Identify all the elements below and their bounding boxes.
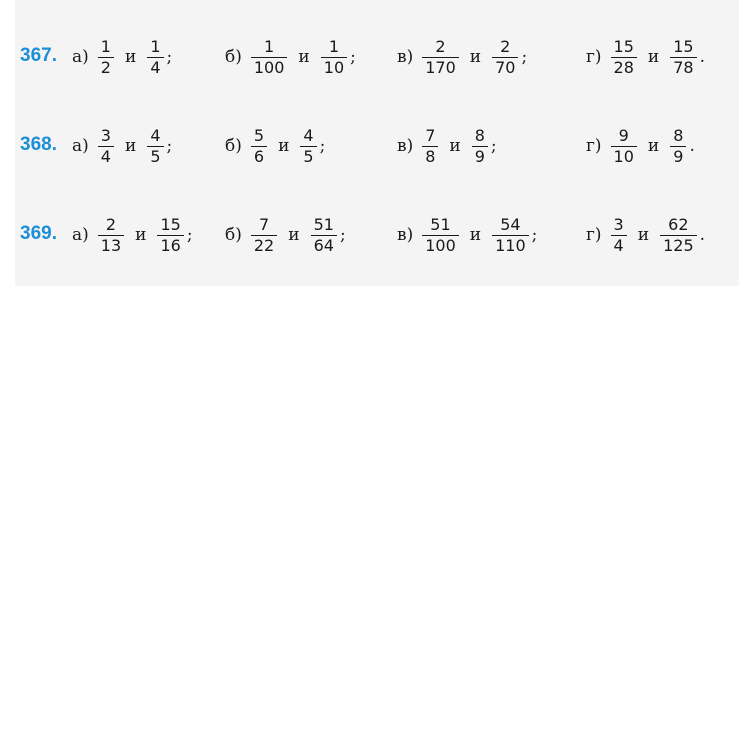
denominator: 4 — [100, 146, 111, 166]
denominator: 9 — [474, 146, 485, 166]
fraction — [611, 126, 637, 167]
denominator: 9 — [673, 146, 684, 166]
denominator: 70 — [495, 57, 516, 77]
denominator: 28 — [613, 57, 634, 77]
conjunction: и — [135, 225, 147, 245]
sub-item — [397, 121, 497, 171]
conjunction: и — [449, 136, 461, 156]
sub-item-label: а) — [72, 136, 89, 156]
fraction — [670, 37, 696, 78]
conjunction: и — [124, 47, 137, 67]
numerator: 5 — [253, 125, 265, 145]
numerator: 3 — [613, 214, 624, 234]
conjunction: и — [469, 225, 482, 245]
fraction — [422, 126, 438, 167]
numerator: 15 — [613, 36, 634, 56]
fraction — [492, 37, 518, 78]
conjunction: и — [124, 136, 137, 156]
punctuation: ; — [319, 136, 326, 156]
sub-item-label: а) — [72, 225, 89, 245]
denominator: 13 — [100, 235, 122, 255]
conjunction: и — [647, 136, 660, 156]
sub-item-label: г) — [586, 47, 602, 67]
sub-item — [225, 210, 346, 260]
punctuation: . — [699, 47, 706, 67]
sub-item-label: б) — [225, 225, 242, 245]
numerator: 2 — [500, 36, 511, 56]
sub-item-label: г) — [586, 225, 602, 245]
conjunction: и — [298, 47, 310, 67]
sub-item — [586, 210, 705, 260]
numerator: 62 — [668, 214, 689, 234]
numerator: 1 — [150, 36, 161, 56]
fraction — [300, 126, 316, 167]
punctuation: ; — [166, 136, 173, 156]
fraction — [251, 126, 267, 167]
problem-0 — [20, 32, 735, 92]
denominator: 110 — [495, 235, 526, 255]
fraction — [251, 215, 277, 256]
conjunction: и — [647, 47, 660, 67]
denominator: 5 — [150, 146, 161, 166]
conjunction: и — [469, 47, 482, 67]
numerator: 15 — [673, 36, 694, 56]
denominator: 10 — [323, 57, 345, 77]
sub-item — [225, 121, 325, 171]
punctuation: ; — [339, 225, 346, 245]
fraction — [670, 126, 686, 167]
denominator: 10 — [613, 146, 634, 166]
denominator: 100 — [253, 57, 285, 77]
denominator: 8 — [425, 146, 436, 166]
denominator: 6 — [253, 146, 265, 166]
fraction — [251, 37, 288, 78]
punctuation: ; — [350, 47, 356, 67]
punctuation: . — [699, 225, 706, 245]
sub-item — [586, 121, 695, 171]
punctuation: ; — [531, 225, 538, 245]
denominator: 22 — [253, 235, 275, 255]
sub-item-label: в) — [397, 225, 414, 245]
fraction — [611, 215, 627, 256]
denominator: 64 — [313, 235, 334, 255]
fraction — [98, 215, 124, 256]
denominator: 125 — [663, 235, 694, 255]
sub-item — [397, 32, 527, 82]
fraction — [157, 215, 183, 256]
numerator: 54 — [500, 214, 521, 234]
fraction — [660, 215, 697, 256]
numerator: 8 — [673, 125, 684, 145]
sub-item — [72, 32, 172, 82]
sub-item — [225, 32, 356, 82]
fraction — [422, 215, 459, 256]
numerator: 1 — [100, 36, 111, 56]
denominator: 2 — [100, 57, 111, 77]
numerator: 7 — [258, 214, 270, 234]
punctuation: ; — [186, 225, 193, 245]
punctuation: ; — [166, 47, 173, 67]
numerator: 7 — [425, 125, 436, 145]
problem-number: 369. — [20, 223, 57, 244]
punctuation: . — [689, 136, 695, 156]
fraction — [492, 215, 529, 256]
numerator: 4 — [150, 125, 161, 145]
numerator: 3 — [100, 125, 111, 145]
numerator: 2 — [435, 36, 446, 56]
problem-2 — [20, 210, 735, 270]
sub-item-label: а) — [72, 47, 89, 67]
numerator: 51 — [313, 214, 334, 234]
sub-item — [397, 210, 537, 260]
numerator: 15 — [160, 214, 181, 234]
problem-number: 368. — [20, 134, 57, 155]
fraction — [422, 37, 459, 78]
fraction — [147, 37, 163, 78]
denominator: 170 — [425, 57, 456, 77]
sub-item — [72, 210, 193, 260]
sub-item — [72, 121, 172, 171]
fraction — [611, 37, 637, 78]
numerator: 2 — [105, 214, 117, 234]
fraction — [472, 126, 488, 167]
fraction — [147, 126, 163, 167]
problem-1 — [20, 121, 735, 181]
denominator: 100 — [425, 235, 456, 255]
denominator: 4 — [613, 235, 624, 255]
numerator: 51 — [430, 214, 451, 234]
fraction — [321, 37, 347, 78]
numerator: 8 — [474, 125, 485, 145]
sub-item — [586, 32, 705, 82]
conjunction: и — [288, 225, 300, 245]
fraction — [311, 215, 337, 256]
sub-item-label: в) — [397, 47, 414, 67]
sub-item-label: б) — [225, 136, 242, 156]
numerator: 1 — [328, 36, 340, 56]
sub-item-label: в) — [397, 136, 414, 156]
conjunction: и — [637, 225, 650, 245]
denominator: 4 — [150, 57, 161, 77]
denominator: 78 — [673, 57, 694, 77]
denominator: 16 — [160, 235, 181, 255]
problem-number: 367. — [20, 45, 57, 66]
punctuation: ; — [521, 47, 528, 67]
fraction — [98, 126, 114, 167]
numerator: 1 — [264, 36, 275, 56]
sub-item-label: г) — [586, 136, 602, 156]
punctuation: ; — [490, 136, 497, 156]
fraction — [98, 37, 114, 78]
conjunction: и — [278, 136, 290, 156]
numerator: 4 — [303, 125, 314, 145]
numerator: 9 — [618, 125, 629, 145]
sub-item-label: б) — [225, 47, 242, 67]
denominator: 5 — [303, 146, 314, 166]
